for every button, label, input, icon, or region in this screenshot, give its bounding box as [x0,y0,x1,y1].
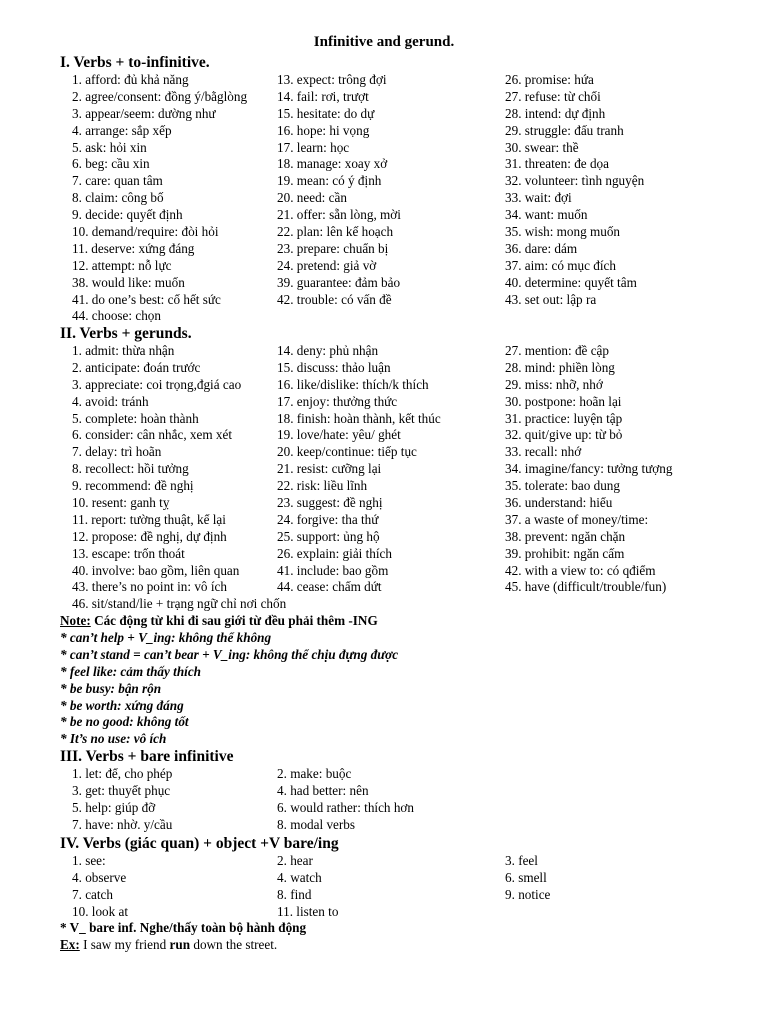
list-item: 11. listen to [277,903,339,919]
list-item: 12. attempt: nỗ lực [72,257,172,273]
example-pre: I saw my friend [79,936,170,952]
list-item: 11. deserve: xứng đáng [72,240,195,256]
list-item: 3. feel [505,853,538,868]
list-item: 2. anticipate: đoán trước [72,359,201,375]
list-item: 4. watch [277,869,322,885]
list-item [505,817,768,834]
star-note: * be no good: không tốt [60,714,189,730]
list-item: 43. there’s no point in: vô ích [72,579,227,595]
list-item: 32. volunteer: tình nguyện [505,173,645,189]
list-item: 15. discuss: thảo luận [277,359,391,375]
star-note: * can’t stand = can’t bear + V_ing: không thể chịu đựng được [60,646,399,662]
list-item: 9. notice [505,886,551,902]
list-item: 1. admit: thừa nhận [72,343,175,358]
list-item: 20. need: cần [277,190,347,206]
list-item: 7. care: quan tâm [72,173,163,189]
list-item: 29. miss: nhỡ, nhớ [505,376,603,392]
list-item: 6. smell [505,869,547,885]
list-item: 31. threaten: đe dọa [505,156,609,172]
list-item: 43. set out: lập ra [505,291,597,307]
star-note: * be busy: bận rộn [60,680,162,696]
star-note: * be worth: xứng đáng [60,697,184,713]
list-item: 14. deny: phủ nhận [277,343,379,358]
list-item: 7. have: nhờ. y/cầu [72,816,173,832]
section-heading-to-infinitive: I. Verbs + to-infinitive. [60,54,210,71]
list-item: 24. forgive: tha thứ [277,511,379,527]
list-item: 20. keep/continue: tiếp tục [277,444,417,460]
list-item: 23. suggest: đề nghị [277,495,383,511]
list-item: 10. look at [72,903,129,919]
list-item: 42. with a view to: có qđiểm [505,562,656,578]
list-item: 16. hope: hi vọng [277,122,370,138]
list-item [505,904,768,921]
list-item: 31. practice: luyện tập [505,410,623,426]
example-keyword: run [169,936,191,952]
list-item: 29. struggle: đấu tranh [505,122,624,138]
list-item: 33. recall: nhớ [505,444,582,460]
list-item: 19. mean: có ý định [277,173,382,189]
rule-text: * V_ bare inf. Nghe/thấy toàn bộ hành động [60,920,307,935]
list-item: 11. report: tường thuật, kể lại [72,511,226,527]
list-item: 45. have (difficult/trouble/fun) [505,579,667,595]
list-item: 30. postpone: hoãn lại [505,393,622,409]
list-item: 27. mention: đề cập [505,343,610,358]
list-item: 5. complete: hoàn thành [72,410,199,426]
list-item: 40. determine: quyết tâm [505,274,637,290]
list-item: 35. tolerate: bao dung [505,478,620,494]
list-item: 24. pretend: giả vờ [277,257,377,273]
list-item: 9. recommend: đề nghị [72,478,194,494]
list-item: 44. cease: chấm dứt [277,579,382,595]
list-item: 4. avoid: tránh [72,393,149,409]
list-item: 17. learn: học [277,139,350,155]
list-item: 39. guarantee: đảm bảo [277,274,401,290]
list-item: 41. include: bao gồm [277,562,389,578]
list-item: 4. had better: nên [277,782,369,798]
note-line [60,613,760,630]
list-item: 33. wait: đợi [505,190,572,206]
example-post: down the street. [190,936,278,952]
list-item: 21. resist: cưỡng lại [277,461,382,477]
list-item: 1. see: [72,853,106,868]
list-item: 8. claim: công bố [72,190,164,206]
list-item: 37. aim: có mục đích [505,257,616,273]
perception-rule [60,920,306,954]
list-item: 12. propose: đề nghị, dự định [72,528,227,544]
list-item: 42. trouble: có vấn đề [277,291,392,307]
list-item: 26. explain: giải thích [277,545,392,561]
list-item: 14. fail: rơi, trượt [277,88,369,104]
list-item: 40. involve: bao gồm, liên quan [72,562,240,578]
list-item: 41. do one’s best: cố hết sức [72,291,221,307]
list-item: 28. mind: phiền lòng [505,359,615,375]
list-item: 7. catch [72,886,114,902]
list-item: 3. appear/seem: dường như [72,105,216,121]
list-item: 36. dare: dám [505,240,578,256]
list-item: 10. demand/require: đòi hỏi [72,224,219,240]
list-item: 22. risk: liều lĩnh [277,478,368,494]
section-heading-perception-verbs: IV. Verbs (giác quan) + object +V bare/ing [60,835,339,852]
list-item: 39. prohibit: ngăn cấm [505,545,625,561]
list-item: 26. promise: hứa [505,72,594,87]
list-item: 34. want: muốn [505,207,588,223]
list-item [505,783,768,800]
section-heading-bare-infinitive: III. Verbs + bare infinitive [60,748,234,765]
list-item: 8. recollect: hồi tưởng [72,461,189,477]
list-item: 25. support: ủng hộ [277,528,380,544]
list-item: 5. ask: hỏi xin [72,139,147,155]
list-item: 17. enjoy: thưởng thức [277,393,398,409]
list-item: 21. offer: sẵn lòng, mời [277,207,401,223]
gerund-notes [60,613,760,748]
gerund-list [0,343,768,613]
list-item: 28. intend: dự định [505,105,606,121]
list-item: 23. prepare: chuẩn bị [277,240,389,256]
example-sentence [60,937,306,954]
list-item: 6. consider: cân nhắc, xem xét [72,427,233,443]
list-item: 4. arrange: sắp xếp [72,122,172,138]
bare-infinitive-list [0,766,768,834]
star-note: * feel like: cảm thấy thích [60,663,202,679]
star-note: * It’s no use: vô ích [60,731,167,747]
list-item: 6. beg: cầu xin [72,156,150,172]
list-item: 3. get: thuyết phục [72,782,171,798]
list-item: 18. finish: hoàn thành, kết thúc [277,410,441,426]
list-item: 13. expect: trông đợi [277,72,387,87]
list-item: 34. imagine/fancy: tưởng tượng [505,461,673,477]
list-item: 35. wish: mong muốn [505,224,621,240]
list-item [505,766,768,783]
list-item: 8. find [277,886,312,902]
list-item: 8. modal verbs [277,816,356,832]
list-item: 13. escape: trốn thoát [72,545,185,561]
note-text: Các động từ khi đi sau giới từ đều phải thêm -ING [90,613,378,628]
list-item: 27. refuse: từ chối [505,88,601,104]
list-item: 36. understand: hiểu [505,495,613,511]
list-item: 6. would rather: thích hơn [277,799,414,815]
list-item: 37. a waste of money/time: [505,511,649,527]
list-item: 10. resent: ganh tỵ [72,495,170,511]
note-label: Note: [60,613,91,628]
list-item: 2. agree/consent: đồng ý/bằglòng [72,88,248,104]
to-infinitive-list [0,72,768,325]
list-item: 44. choose: chọn [72,308,161,324]
list-item: 5. help: giúp đỡ [72,799,156,815]
list-item: 18. manage: xoay xở [277,156,388,172]
list-item: 1. let: để, cho phép [72,766,173,781]
list-item: 30. swear: thề [505,139,579,155]
perception-verb-list [0,853,768,921]
list-item: 1. afford: đủ khả năng [72,72,189,87]
list-item: 2. make: buộc [277,766,352,781]
star-note: * can’t help + V_ing: không thể không [60,629,272,645]
section-heading-gerunds: II. Verbs + gerunds. [60,325,192,342]
list-item: 4. observe [72,869,127,885]
list-item: 32. quit/give up: từ bỏ [505,427,623,443]
list-item: 15. hesitate: do dự [277,105,375,121]
list-item: 38. would like: muốn [72,274,185,290]
list-item [505,800,768,817]
list-item: 9. decide: quyết định [72,207,183,223]
list-item: 3. appreciate: coi trọng,đgiá cao [72,376,242,392]
list-item: 22. plan: lên kế hoạch [277,224,394,240]
document-title: Infinitive and gerund. [313,34,455,50]
list-item: 19. love/hate: yêu/ ghét [277,427,401,443]
example-label: Ex: [60,936,80,952]
list-item: 46. sit/stand/lie + trạng ngữ chỉ nơi chốn [72,596,287,612]
list-item: 2. hear [277,853,313,868]
list-item: 7. delay: trì hoãn [72,444,162,460]
list-item: 38. prevent: ngăn chặn [505,528,626,544]
list-item: 16. like/dislike: thích/k thích [277,376,429,392]
